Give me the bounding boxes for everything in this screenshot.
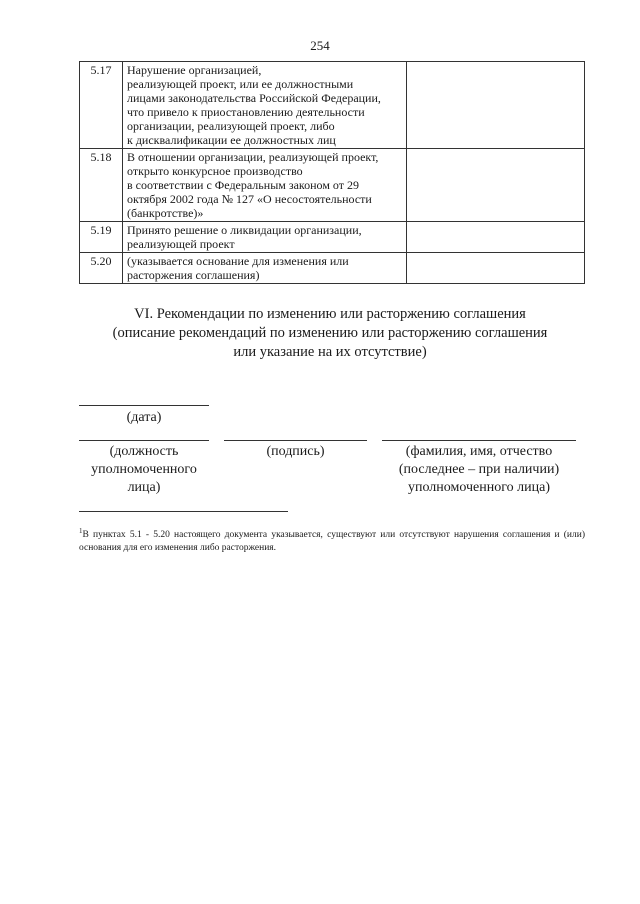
page-number: 254 [310,38,330,53]
row-description-line: что привело к приостановлению деятельности [127,105,365,119]
row-description-line: расторжения соглашения) [127,268,260,282]
row-number: 5.17 [80,62,123,149]
table-row [80,253,585,284]
row-description-line: (банкротстве)» [127,206,204,220]
table-row [80,222,585,253]
row-description-line: Нарушение организацией, [127,63,262,77]
footnote [79,525,585,555]
row-description-line: Принято решение о ликвидации организации, [127,223,362,237]
row-number: 5.18 [80,149,123,222]
row-status-cell [407,149,585,222]
row-status-cell [407,62,585,149]
footnote-text: В пунктах 5.1 - 5.20 настоящего документа указывается, существуют или отсутствуют нарушения соглашения и (или) основания для его изменения либо расторжения. [79,530,585,554]
row-number: 5.19 [80,222,123,253]
position-caption [79,443,209,497]
row-description-line: в соответствии с Федеральным законом от 29 [127,178,360,192]
row-description-line: открыто конкурсное производство [127,164,303,178]
row-status-cell [407,222,585,253]
section-subtitle-line-2: или указание на их отсутствие) [233,344,427,360]
name-caption-line: (последнее – при наличии) [398,462,560,477]
name-line [382,440,576,441]
violations-table [79,61,585,284]
table-row [80,149,585,222]
row-description-line: реализующей проект [127,237,235,251]
name-caption-line: (фамилия, имя, отчество [405,444,553,459]
footnote-marker: 1 [79,527,83,535]
row-description-line: к дисквалификации ее должностных лиц [127,133,336,147]
row-number: 5.20 [80,253,123,284]
row-description-line: лицами законодательства Российской Федерации, [127,91,381,105]
date-caption: (дата) [126,410,162,425]
position-caption-line: (должность [109,444,179,459]
name-caption [370,443,588,497]
row-description-line: В отношении организации, реализующей проект, [127,150,379,164]
footnote-separator [79,511,288,512]
table-row [80,62,585,149]
row-description [123,149,407,222]
section-heading-block [60,305,600,362]
row-description-line: октября 2002 года № 127 «О несостоятельности [127,192,372,206]
row-description [123,62,407,149]
row-description-line: реализующей проект, или ее должностными [127,77,354,91]
signature-line [224,440,367,441]
row-description [123,222,407,253]
signature-caption: (подпись) [266,444,325,459]
position-caption-line: лица) [127,480,161,495]
row-status-cell [407,253,585,284]
name-caption-line: уполномоченного лица) [408,480,550,495]
date-line [79,405,209,406]
row-description-line: (указывается основание для изменения или [127,254,349,268]
row-description-line: организации, реализующей проект, либо [127,119,335,133]
position-caption-line: уполномоченного [91,462,197,477]
section-heading: VI. Рекомендации по изменению или расторжению соглашения [134,306,526,322]
section-subtitle-line-1: (описание рекомендаций по изменению или расторжению соглашения [112,325,548,341]
position-line [79,440,209,441]
row-description [123,253,407,284]
